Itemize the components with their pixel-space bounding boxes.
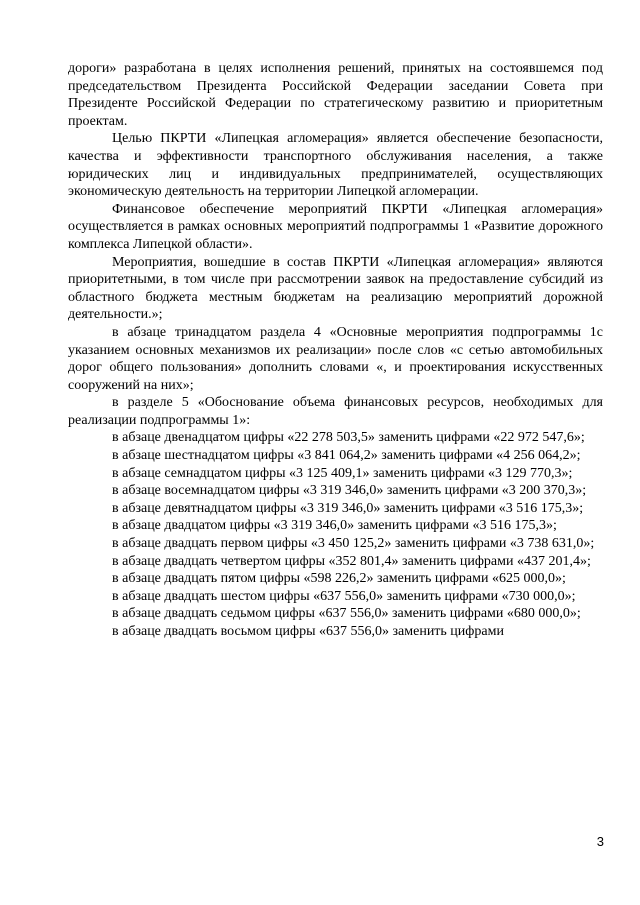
- paragraph: в абзаце двадцатом цифры «3 319 346,0» заменить цифрами «3 516 175,3»;: [112, 518, 557, 534]
- paragraph: в абзаце семнадцатом цифры «3 125 409,1» заменить цифрами «3 129 770,3»;: [112, 465, 573, 481]
- paragraph: в абзаце двадцать четвертом цифры «352 801,4» заменить цифрами «437 201,4»;: [112, 553, 591, 569]
- paragraph: в абзаце двадцать седьмом цифры «637 556,0» заменить цифрами «680 000,0»;: [112, 606, 581, 622]
- document-body: [68, 60, 603, 641]
- paragraph: в абзаце тринадцатом раздела 4 «Основные мероприятия подпрограммы 1с указанием основных механизмов их реализации» после слов «с сетью автомобильных дорог общего пользования» дополнить словами «, и проектирования искусственных сооружений на них»;: [68, 324, 603, 393]
- page-number: 3: [596, 834, 604, 849]
- paragraph: в абзаце двадцать шестом цифры «637 556,0» заменить цифрами «730 000,0»;: [112, 588, 576, 604]
- paragraph: в абзаце восемнадцатом цифры «3 319 346,0» заменить цифрами «3 200 370,3»;: [112, 483, 587, 499]
- paragraph: в разделе 5 «Обоснование объема финансовых ресурсов, необходимых для реализации подпрограммы 1»:: [68, 395, 603, 428]
- paragraph: в абзаце двадцать первом цифры «3 450 125,2» заменить цифрами «3 738 631,0»;: [112, 536, 595, 552]
- paragraph: в абзаце девятнадцатом цифры «3 319 346,0» заменить цифрами «3 516 175,3»;: [112, 500, 584, 516]
- paragraph: в абзаце шестнадцатом цифры «3 841 064,2» заменить цифрами «4 256 064,2»;: [112, 448, 581, 464]
- paragraph: дороги» разработана в целях исполнения решений, принятых на состоявшемся под председательством Президента Российской Федерации заседании Совета при Президенте Российской Федерации по стратегическому развитию и приоритетным проектам.: [68, 61, 603, 129]
- paragraph: в абзаце двадцать пятом цифры «598 226,2» заменить цифрами «625 000,0»;: [112, 571, 566, 587]
- paragraph: Мероприятия, вошедшие в состав ПКРТИ «Липецкая агломерация» являются приоритетными, в том числе при рассмотрении заявок на предоставление субсидий из областного бюджета местным бюджетам на реализацию мероприятий дорожной деятельности.»;: [68, 254, 603, 323]
- paragraph: Финансовое обеспечение мероприятий ПКРТИ «Липецкая агломерация» осуществляется в рамках основных мероприятий подпрограммы 1 «Развитие дорожного комплекса Липецкой области».: [68, 201, 603, 252]
- paragraph: в абзаце двадцать восьмом цифры «637 556,0» заменить цифрами: [112, 624, 504, 639]
- paragraph: Целью ПКРТИ «Липецкая агломерация» является обеспечение безопасности, качества и эффективности транспортного обслуживания населения, а также юридических лиц и индивидуальных предпринимателей, осуществляющих экономическую деятельность на территории Липецкой агломерации.: [68, 131, 603, 200]
- paragraph: в абзаце двенадцатом цифры «22 278 503,5» заменить цифрами «22 972 547,6»;: [112, 430, 585, 446]
